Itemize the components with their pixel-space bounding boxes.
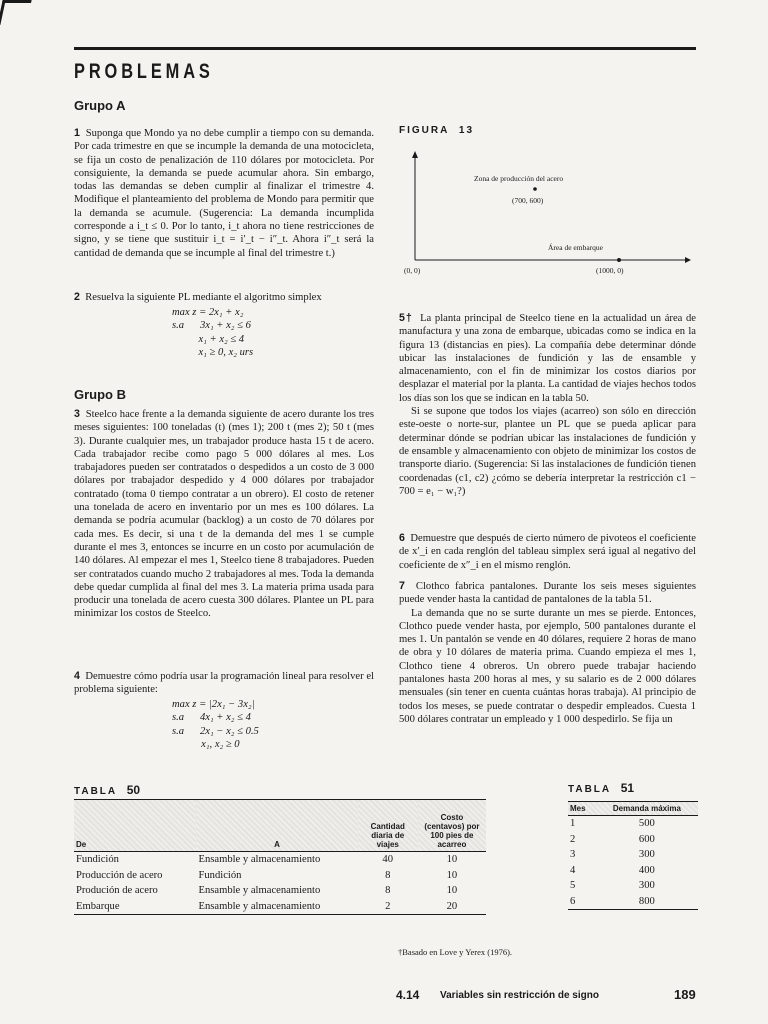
table-cell: 20 <box>446 900 458 912</box>
zona-point <box>533 187 537 191</box>
table-cell: Ensamble y almacenamiento <box>198 885 321 896</box>
table-row <box>568 847 698 863</box>
corner-crop-mark <box>0 0 32 25</box>
col-viajes: Cantidad diaria de viajes <box>358 800 418 852</box>
origin-coords: (0, 0) <box>404 266 421 275</box>
table-cell: Fundición <box>198 869 242 881</box>
page-title: PROBLEMAS <box>74 60 214 83</box>
zona-coords: (700, 600) <box>512 196 544 205</box>
table-cell: 500 <box>638 818 655 829</box>
table-cell: 600 <box>638 833 655 845</box>
paragraph-text: Clothco fabrica pantalones. Durante los seis meses siguientes puede vender hasta la cantidad de pantalones de la tabla 51. <box>399 581 696 606</box>
problem-1 <box>74 127 374 260</box>
table-cell: Produción de acero <box>76 885 158 896</box>
table-cell: Producción de acero <box>76 869 163 881</box>
paragraph-text: La demanda que no se surte durante un mes se pierde. Entonces, Clothco puede vender hasta, por ejemplo, 500 pantalones durante el mes 1. Un pantalón se vende en 40 dólares, requiere 2 horas de mano de obra y 10 dólares de materia prima. Cuando empieza el mes 1, Clothco tiene 4 obreros. Un obrero puede trabajar haciendo pantalones hasta 200 horas al mes, y su salario es de 2 000 dólares mensuales (sin tener en cuenta cuántas horas trabaja). Al principio de todos los meses, se puede contratar o despedir empleados. Cuesta 1 500 dólares contratar un empleado y 1 000 despedirlo. Se fija un <box>399 607 696 725</box>
paragraph-text: La planta principal de Steelco tiene en la actualidad un área de manufactura y una zona de embarque, ubicadas como se indica en la figura 13 (distancias en pies). La compañía debe determinar dónde ubicar las instalaciones de fundición y las de ensamble y almacenamiento, con el fin de minimizar los costos diarios por desplazar el material por la planta. La cantidad de viajes hechos todos los días son los que se indican en la tabla 50. <box>399 313 697 404</box>
col-costo: Costo (centavos) por 100 pies de acarreo <box>418 800 486 852</box>
col-de: De <box>74 800 196 852</box>
table-cell: 300 <box>638 849 655 860</box>
zona-label: Zona de producción del acero <box>474 174 564 183</box>
table-row <box>568 878 698 894</box>
table-cell: 10 <box>446 869 458 881</box>
table-cell: 5 <box>570 880 576 891</box>
problem-5: 5† La planta principal de Steelco tiene en la actualidad un área de manufactura y una zona de embarque, ubicadas como se indica en la figura 13 (distancias en pies). La compañía debe determinar dónde ubicar las instalaciones de fundición y las de ensamble y almacenamiento, con el fin de minimizar los costos diarios por desplazar el material por la planta. La cantidad de viajes hechos todos los días son los que se indican en la tabla 50. Si se supone que todos los viajes (acarreo) son sólo en dirección este-oeste o norte-sur, plantee un PL que se pueda aplicar para determinar dónde se podrían ubicar las instalaciones de fundición y de ensamble y almacenamiento con objeto de minimizar los costos de transporte diario. (Sugerencia: Si las instalaciones de fundición tienen coordenadas (c1, c2) ¿cómo se debería interpretar la restricción c1 − 700 = e₁ − w₁?) <box>399 312 697 497</box>
table-cell: 400 <box>638 864 655 876</box>
area-point <box>617 258 621 262</box>
paragraph-text: Si se supone que todos los viajes (acarreo) son sólo en dirección este-oeste o norte-sur, plantee un PL que se pueda aplicar para determinar dónde se podrían ubicar las instalaciones de fundición y de ensamble y almacenamiento con objeto de minimizar los costos de transporte diario. (Sugerencia: Si las instalaciones de fundición tienen coordenadas (c1, c2) ¿cómo se debería interpretar la restricción c1 − 700 = e₁ − w₁?) <box>399 406 696 497</box>
col-demanda: Demanda máxima <box>596 802 698 816</box>
table-cell: 3 <box>570 849 576 860</box>
table-cell: 6 <box>568 894 596 910</box>
table-cell: 10 <box>446 885 458 896</box>
paragraph-text: Suponga que Mondo ya no debe cumplir a tiempo con su demanda. Por cada trimestre en que se incumple la demanda de una motocicleta, se fija un costo de penalización de 110 dólares por motocicleta. Por consiguiente, la demanda se puede acumular ahora. Sin embargo, todas las demandas se deben cumplir al finalizar el trimestre 4. Modifique el planteamiento del problema de Mondo para permitir que la demanda se acumule. (Sugerencia: La demanda incumplida corresponde a i_t ≤ 0. Por lo tanto, i_t ahora no tiene restricciones de signo, y se tiene que sustituir i_t = i′_t − i″_t. Ahora i″_t será la cantidad de demanda que se incumple al final del trimestre t.) <box>74 128 374 259</box>
problem-7: 7 Clothco fabrica pantalones. Durante los seis meses siguientes puede vender hasta la cantidad de pantalones de la tabla 51. La demanda que no se surte durante un mes se pierde. Entonces, Clothco puede vender hasta, por ejemplo, 500 pantalones durante el mes 1. Un pantalón se vende en 40 dólares, requiere 2 horas de mano de obra y 10 dólares de materia prima. Cuando empieza el mes 1, Clothco tiene 4 obreros. Un obrero puede trabajar haciendo pantalones hasta 200 horas al mes, y su salario es de 2 000 dólares mensuales (sin tener en cuenta cuántas horas trabaja). Al principio de todos los meses, se puede contratar o despedir empleados. Cuesta 1 500 dólares contratar un empleado y 1 000 despedirlo. Se fija un <box>399 580 696 725</box>
problem-2: 2 Resuelva la siguiente PL mediante el algoritmo simplex <box>74 291 322 303</box>
problem-4: 4 Demuestre cómo podría usar la programación lineal para resolver el problema siguiente: <box>74 670 374 696</box>
table-cell: Ensamble y almacenamiento <box>198 900 321 912</box>
table-cell: 10 <box>446 854 458 865</box>
table-cell: 2 <box>570 833 576 845</box>
tabla-51-label: TABLA 51 <box>568 781 635 795</box>
page-number: 189 <box>674 987 696 1002</box>
table-cell: 300 <box>638 880 655 891</box>
table-row <box>74 899 486 915</box>
table-cell: Embarque <box>76 900 120 912</box>
footer-section-title: Variables sin restricción de signo <box>440 990 599 1001</box>
col-a: A <box>196 800 357 852</box>
col-mes: Mes <box>568 802 596 816</box>
grupo-a-heading: Grupo A <box>74 98 126 113</box>
problem-4-math: max z = |2x₁ − 3x₂| s.a 4x₁ + x₂ ≤ 4 s.a 2x₁ − x₂ ≤ 0.5 x₁, x₂ ≥ 0 <box>172 699 259 750</box>
table-cell: 4 <box>570 864 576 876</box>
paragraph-text: Steelco hace frente a la demanda siguiente de acero durante los tres meses siguientes: 100 toneladas (t) (mes 1); 200 t (mes 2); 50 t (mes 3). Durante cualquier mes, un trabajador produce hasta 15 t de acero. Cada trabajador recibe como pago 5 000 dólares al mes. Los trabajadores pueden ser contratados o despedidos a un costo de 3 000 dólares por trabajador despedido y 4 000 dólares por trabajador contratado (toma 0 tiempo contratar a un obrero). El costo de retener una tonelada de acero en inventario por un mes es 100 dólares. La demanda se podría acumular (backlog) a un costo de 70 dólares por cada mes. Es decir, si una t de la demanda del mes 1 se cumple durante el mes 3, entonces se incurre en un costo por acumulación de 140 dólares. Al empezar el mes 1, Steelco tiene 8 trabajadores. Pueden ser contratados cuando mucho 2 trabajadores al mes. Toda la demanda debe quedar cumplida al final del mes 3. La materia prima usada para producir una tonelada de acero cuesta 300 dólares. Plantee un PL para minimizar los costos de Steelco. <box>74 409 375 620</box>
figure-13-diagram <box>395 148 695 278</box>
table-row <box>74 852 486 868</box>
paragraph-text: Demuestre cómo podría usar la programación lineal para resolver el problema siguiente: <box>74 671 374 696</box>
paragraph-text: Demuestre que después de cierto número de pivoteos el coeficiente de x′_i en cada renglón del tableau simplex será igual al negativo del coeficiente de x″_i en el mismo renglón. <box>399 533 696 571</box>
grupo-b-heading: Grupo B <box>74 387 126 402</box>
problem-3: 3 Steelco hace frente a la demanda siguiente de acero durante los tres meses siguientes: 100 toneladas (t) (mes 1); 200 t (mes 2); 50 t (mes 3). Durante cualquier mes, un trabajador produce hasta 15 t de acero. Cada trabajador recibe como pago 5 000 dólares al mes. Los trabajadores pueden ser contratados o despedidos a un costo de 3 000 dólares por trabajador despedido y 4 000 dólares por trabajador contratado (toma 0 tiempo contratar a un obrero). El costo de retener una tonelada de acero en inventario por un mes es 100 dólares. La demanda se podría acumular (backlog) a un costo de 70 dólares por cada mes. Es decir, si una t de la demanda del mes 1 se cumple durante el mes 3, entonces se incurre en un costo por acumulación de 140 dólares. Al empezar el mes 1, Steelco tiene 8 trabajadores. Pueden ser contratados cuando mucho 2 trabajadores al mes. Toda la demanda debe quedar cumplida al final del mes 3. La materia prima usada para producir una tonelada de acero cuesta 300 dólares. Plantee un PL para minimizar los costos de Steelco. <box>74 408 375 620</box>
tabla-51 <box>568 801 698 910</box>
problem-1-text: 1 Suponga que Mondo ya no debe cumplir a tiempo con su demanda. Por cada trimestre en que se incumple la demanda de una motocicleta, se fija un costo de penalización de 110 dólares por motocicleta. Por consiguiente, la demanda se puede acumular ahora. Sin embargo, todas las demandas se deben cumplir al finalizar el trimestre 4. Modifique el planteamiento del problema de Mondo para permitir que la demanda se acumule. (Sugerencia: La demanda incumplida corresponde a i_t ≤ 0. Por lo tanto, i_t ahora no tiene restricciones de signo, y se tiene que sustituir i_t = i′_t − i″_t. Ahora i″_t será la cantidad de demanda que se incumple al final del trimestre t.) <box>74 127 374 259</box>
table-cell: 1 <box>570 818 576 829</box>
table-row <box>74 883 486 899</box>
table-row <box>568 863 698 879</box>
tabla-50-label: TABLA 50 <box>74 783 141 797</box>
table-cell: 40 <box>382 854 394 865</box>
footer-section-number: 4.14 <box>396 988 420 1002</box>
footnote: †Basado en Love y Yerex (1976). <box>398 947 513 957</box>
table-row <box>568 816 698 832</box>
table-cell: 8 <box>385 885 391 896</box>
problem-2-math: max z = 2x₁ + x₂ s.a 3x₁ + x₂ ≤ 6 x₁ + x₂ ≤ 4 x₁ ≥ 0, x₂ urs <box>172 307 254 358</box>
problem-6: 6 Demuestre que después de cierto número de pivoteos el coeficiente de x′_i en cada renglón del tableau simplex será igual al negativo del coeficiente de x″_i en el mismo renglón. <box>399 532 696 571</box>
table-row <box>568 894 698 910</box>
table-cell: 800 <box>596 894 698 910</box>
table-cell: Fundición <box>76 854 119 865</box>
figure-label: FIGURA 13 <box>399 125 475 136</box>
table-cell: 2 <box>385 900 391 912</box>
top-rule <box>74 47 696 50</box>
tabla-50 <box>74 799 486 915</box>
area-label: Área de embarque <box>548 243 603 252</box>
table-row <box>74 868 486 884</box>
area-coords: (1000, 0) <box>596 266 624 275</box>
table-cell: Ensamble y almacenamiento <box>198 854 321 865</box>
table-cell: 8 <box>385 869 391 881</box>
table-row <box>568 832 698 848</box>
